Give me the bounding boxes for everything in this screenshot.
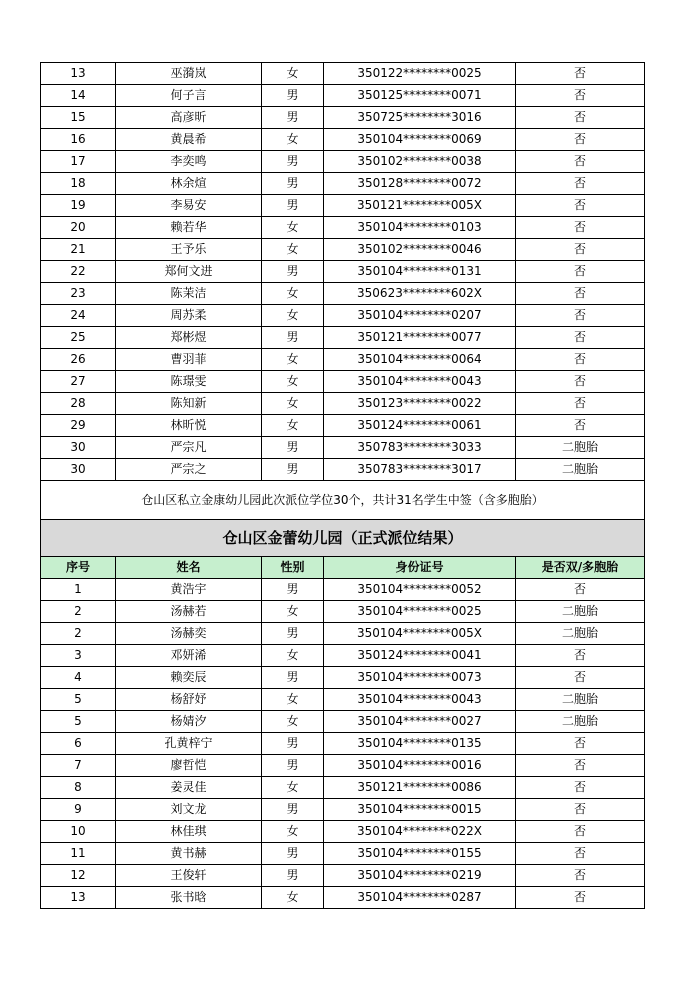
cell-name: 陈知新: [116, 393, 262, 415]
cell-id: 350104********0027: [324, 711, 516, 733]
cell-id: 350783********3017: [324, 459, 516, 481]
table-row: [41, 349, 645, 371]
cell-id: 350124********0041: [324, 645, 516, 667]
table-row: [41, 239, 645, 261]
table-row: [41, 195, 645, 217]
cell-name: 杨婧汐: [116, 711, 262, 733]
cell-no: 3: [41, 645, 116, 667]
cell-no: 4: [41, 667, 116, 689]
table-row: [41, 601, 645, 623]
cell-name: 林佳琪: [116, 821, 262, 843]
header-name: 姓名: [116, 557, 262, 579]
cell-no: 2: [41, 623, 116, 645]
cell-id: 350104********0043: [324, 371, 516, 393]
cell-gender: 女: [262, 415, 324, 437]
cell-id: 350104********0103: [324, 217, 516, 239]
cell-gender: 男: [262, 579, 324, 601]
cell-name: 杨舒妤: [116, 689, 262, 711]
cell-name: 高彦昕: [116, 107, 262, 129]
cell-no: 5: [41, 689, 116, 711]
cell-gender: 女: [262, 393, 324, 415]
cell-twin: 否: [516, 821, 645, 843]
cell-gender: 男: [262, 261, 324, 283]
cell-gender: 女: [262, 887, 324, 909]
cell-name: 林余煊: [116, 173, 262, 195]
cell-id: 350124********0061: [324, 415, 516, 437]
cell-no: 1: [41, 579, 116, 601]
cell-twin: 否: [516, 239, 645, 261]
cell-no: 20: [41, 217, 116, 239]
cell-twin: 否: [516, 129, 645, 151]
table-row: [41, 733, 645, 755]
cell-gender: 男: [262, 107, 324, 129]
header-no: 序号: [41, 557, 116, 579]
cell-twin: 否: [516, 733, 645, 755]
cell-no: 19: [41, 195, 116, 217]
cell-gender: 男: [262, 843, 324, 865]
result-table: [40, 62, 645, 909]
cell-twin: 否: [516, 261, 645, 283]
cell-twin: 否: [516, 777, 645, 799]
cell-twin: 否: [516, 349, 645, 371]
cell-gender: 男: [262, 865, 324, 887]
cell-name: 孔黄梓宁: [116, 733, 262, 755]
table-row: [41, 305, 645, 327]
cell-id: 350104********0016: [324, 755, 516, 777]
cell-no: 13: [41, 887, 116, 909]
cell-twin: 二胞胎: [516, 459, 645, 481]
cell-name: 邓妍浠: [116, 645, 262, 667]
cell-id: 350102********0046: [324, 239, 516, 261]
cell-name: 巫漪岚: [116, 63, 262, 85]
cell-name: 王俊轩: [116, 865, 262, 887]
note-row: [41, 481, 645, 520]
cell-gender: 女: [262, 371, 324, 393]
cell-id: 350102********0038: [324, 151, 516, 173]
cell-id: 350104********0131: [324, 261, 516, 283]
cell-name: 曹羽菲: [116, 349, 262, 371]
cell-gender: 女: [262, 645, 324, 667]
cell-id: 350104********0207: [324, 305, 516, 327]
cell-twin: 否: [516, 63, 645, 85]
cell-name: 姜灵佳: [116, 777, 262, 799]
table-row: [41, 437, 645, 459]
table-row: [41, 371, 645, 393]
cell-name: 陈茉洁: [116, 283, 262, 305]
cell-gender: 女: [262, 349, 324, 371]
table-row: [41, 129, 645, 151]
cell-gender: 女: [262, 777, 324, 799]
cell-twin: 否: [516, 371, 645, 393]
cell-twin: 否: [516, 755, 645, 777]
cell-twin: 二胞胎: [516, 437, 645, 459]
table-row: [41, 173, 645, 195]
cell-id: 350121********0086: [324, 777, 516, 799]
cell-twin: 否: [516, 865, 645, 887]
cell-id: 350104********0219: [324, 865, 516, 887]
cell-no: 2: [41, 601, 116, 623]
cell-name: 黄浩宇: [116, 579, 262, 601]
cell-twin: 否: [516, 217, 645, 239]
cell-no: 29: [41, 415, 116, 437]
section2-head: [41, 520, 645, 579]
cell-gender: 女: [262, 239, 324, 261]
cell-no: 27: [41, 371, 116, 393]
cell-twin: 二胞胎: [516, 623, 645, 645]
table-row: [41, 667, 645, 689]
cell-no: 12: [41, 865, 116, 887]
table-row: [41, 85, 645, 107]
cell-no: 23: [41, 283, 116, 305]
cell-no: 22: [41, 261, 116, 283]
table-row: [41, 261, 645, 283]
cell-no: 21: [41, 239, 116, 261]
cell-gender: 男: [262, 667, 324, 689]
quota-note: 仓山区私立金康幼儿园此次派位学位30个，共计31名学生中签（含多胞胎）: [41, 481, 645, 520]
cell-id: 350128********0072: [324, 173, 516, 195]
table-row: [41, 887, 645, 909]
cell-twin: 否: [516, 645, 645, 667]
cell-id: 350104********0025: [324, 601, 516, 623]
cell-name: 黄晨希: [116, 129, 262, 151]
cell-id: 350104********0287: [324, 887, 516, 909]
cell-twin: 否: [516, 85, 645, 107]
table-row: [41, 415, 645, 437]
cell-name: 汤赫若: [116, 601, 262, 623]
cell-name: 张书晗: [116, 887, 262, 909]
table-row: [41, 327, 645, 349]
cell-gender: 女: [262, 283, 324, 305]
cell-id: 350123********0022: [324, 393, 516, 415]
table-row: [41, 579, 645, 601]
result-sheet: [40, 62, 644, 909]
cell-twin: 否: [516, 327, 645, 349]
header-gender: 性别: [262, 557, 324, 579]
cell-gender: 男: [262, 755, 324, 777]
cell-twin: 二胞胎: [516, 689, 645, 711]
cell-twin: 二胞胎: [516, 711, 645, 733]
cell-id: 350104********0015: [324, 799, 516, 821]
table-row: [41, 645, 645, 667]
table-row: [41, 63, 645, 85]
cell-no: 10: [41, 821, 116, 843]
cell-no: 17: [41, 151, 116, 173]
cell-name: 黄书赫: [116, 843, 262, 865]
header-twin: 是否双/多胞胎: [516, 557, 645, 579]
cell-name: 郑彬煜: [116, 327, 262, 349]
cell-no: 28: [41, 393, 116, 415]
table-row: [41, 865, 645, 887]
cell-twin: 否: [516, 579, 645, 601]
cell-gender: 男: [262, 173, 324, 195]
cell-twin: 否: [516, 667, 645, 689]
cell-no: 13: [41, 63, 116, 85]
table-row: [41, 459, 645, 481]
cell-twin: 否: [516, 887, 645, 909]
cell-gender: 男: [262, 85, 324, 107]
cell-no: 30: [41, 437, 116, 459]
cell-gender: 男: [262, 327, 324, 349]
cell-twin: 否: [516, 415, 645, 437]
cell-twin: 二胞胎: [516, 601, 645, 623]
cell-name: 赖若华: [116, 217, 262, 239]
cell-name: 廖哲恺: [116, 755, 262, 777]
cell-no: 11: [41, 843, 116, 865]
table-row: [41, 711, 645, 733]
cell-gender: 男: [262, 437, 324, 459]
cell-no: 26: [41, 349, 116, 371]
cell-name: 何子言: [116, 85, 262, 107]
cell-gender: 女: [262, 821, 324, 843]
cell-id: 350104********0052: [324, 579, 516, 601]
cell-name: 汤赫奕: [116, 623, 262, 645]
cell-name: 王予乐: [116, 239, 262, 261]
cell-id: 350104********0073: [324, 667, 516, 689]
cell-name: 严宗之: [116, 459, 262, 481]
cell-no: 8: [41, 777, 116, 799]
cell-gender: 女: [262, 217, 324, 239]
section1-rows: [41, 63, 645, 481]
cell-twin: 否: [516, 107, 645, 129]
table-row: [41, 755, 645, 777]
cell-gender: 女: [262, 129, 324, 151]
cell-id: 350104********0043: [324, 689, 516, 711]
cell-gender: 女: [262, 689, 324, 711]
cell-no: 30: [41, 459, 116, 481]
table-row: [41, 799, 645, 821]
cell-no: 5: [41, 711, 116, 733]
cell-id: 350104********0064: [324, 349, 516, 371]
cell-no: 25: [41, 327, 116, 349]
cell-twin: 否: [516, 305, 645, 327]
cell-no: 9: [41, 799, 116, 821]
cell-twin: 否: [516, 843, 645, 865]
cell-id: 350121********0077: [324, 327, 516, 349]
cell-gender: 男: [262, 151, 324, 173]
cell-id: 350623********602X: [324, 283, 516, 305]
cell-twin: 否: [516, 799, 645, 821]
cell-id: 350104********0069: [324, 129, 516, 151]
table-row: [41, 623, 645, 645]
cell-name: 陈璟雯: [116, 371, 262, 393]
cell-no: 14: [41, 85, 116, 107]
cell-id: 350104********005X: [324, 623, 516, 645]
cell-id: 350125********0071: [324, 85, 516, 107]
cell-name: 周苏柔: [116, 305, 262, 327]
cell-twin: 否: [516, 173, 645, 195]
cell-name: 林昕悦: [116, 415, 262, 437]
cell-gender: 男: [262, 733, 324, 755]
cell-gender: 男: [262, 799, 324, 821]
table-row: [41, 393, 645, 415]
cell-name: 李易安: [116, 195, 262, 217]
cell-gender: 女: [262, 63, 324, 85]
cell-id: 350725********3016: [324, 107, 516, 129]
table-row: [41, 821, 645, 843]
cell-id: 350104********0135: [324, 733, 516, 755]
cell-name: 李奕鸣: [116, 151, 262, 173]
cell-no: 6: [41, 733, 116, 755]
cell-gender: 男: [262, 195, 324, 217]
cell-id: 350783********3033: [324, 437, 516, 459]
table-row: [41, 217, 645, 239]
cell-name: 刘文龙: [116, 799, 262, 821]
table-row: [41, 689, 645, 711]
cell-twin: 否: [516, 151, 645, 173]
cell-twin: 否: [516, 393, 645, 415]
table-row: [41, 283, 645, 305]
cell-twin: 否: [516, 283, 645, 305]
cell-no: 15: [41, 107, 116, 129]
cell-no: 16: [41, 129, 116, 151]
header-id: 身份证号: [324, 557, 516, 579]
table-row: [41, 843, 645, 865]
cell-gender: 女: [262, 305, 324, 327]
table-row: [41, 107, 645, 129]
cell-id: 350122********0025: [324, 63, 516, 85]
cell-id: 350104********0155: [324, 843, 516, 865]
cell-id: 350104********022X: [324, 821, 516, 843]
cell-no: 7: [41, 755, 116, 777]
cell-name: 严宗凡: [116, 437, 262, 459]
cell-no: 24: [41, 305, 116, 327]
cell-gender: 女: [262, 601, 324, 623]
title-row: [41, 520, 645, 557]
section1-note: [41, 481, 645, 520]
cell-twin: 否: [516, 195, 645, 217]
cell-gender: 女: [262, 711, 324, 733]
cell-name: 郑何文进: [116, 261, 262, 283]
cell-name: 赖奕辰: [116, 667, 262, 689]
kindergarten-title: 仓山区金蕾幼儿园（正式派位结果）: [41, 520, 645, 557]
cell-id: 350121********005X: [324, 195, 516, 217]
cell-no: 18: [41, 173, 116, 195]
table-row: [41, 777, 645, 799]
cell-gender: 男: [262, 459, 324, 481]
header-row: [41, 557, 645, 579]
table-row: [41, 151, 645, 173]
section2-rows: [41, 579, 645, 909]
cell-gender: 男: [262, 623, 324, 645]
